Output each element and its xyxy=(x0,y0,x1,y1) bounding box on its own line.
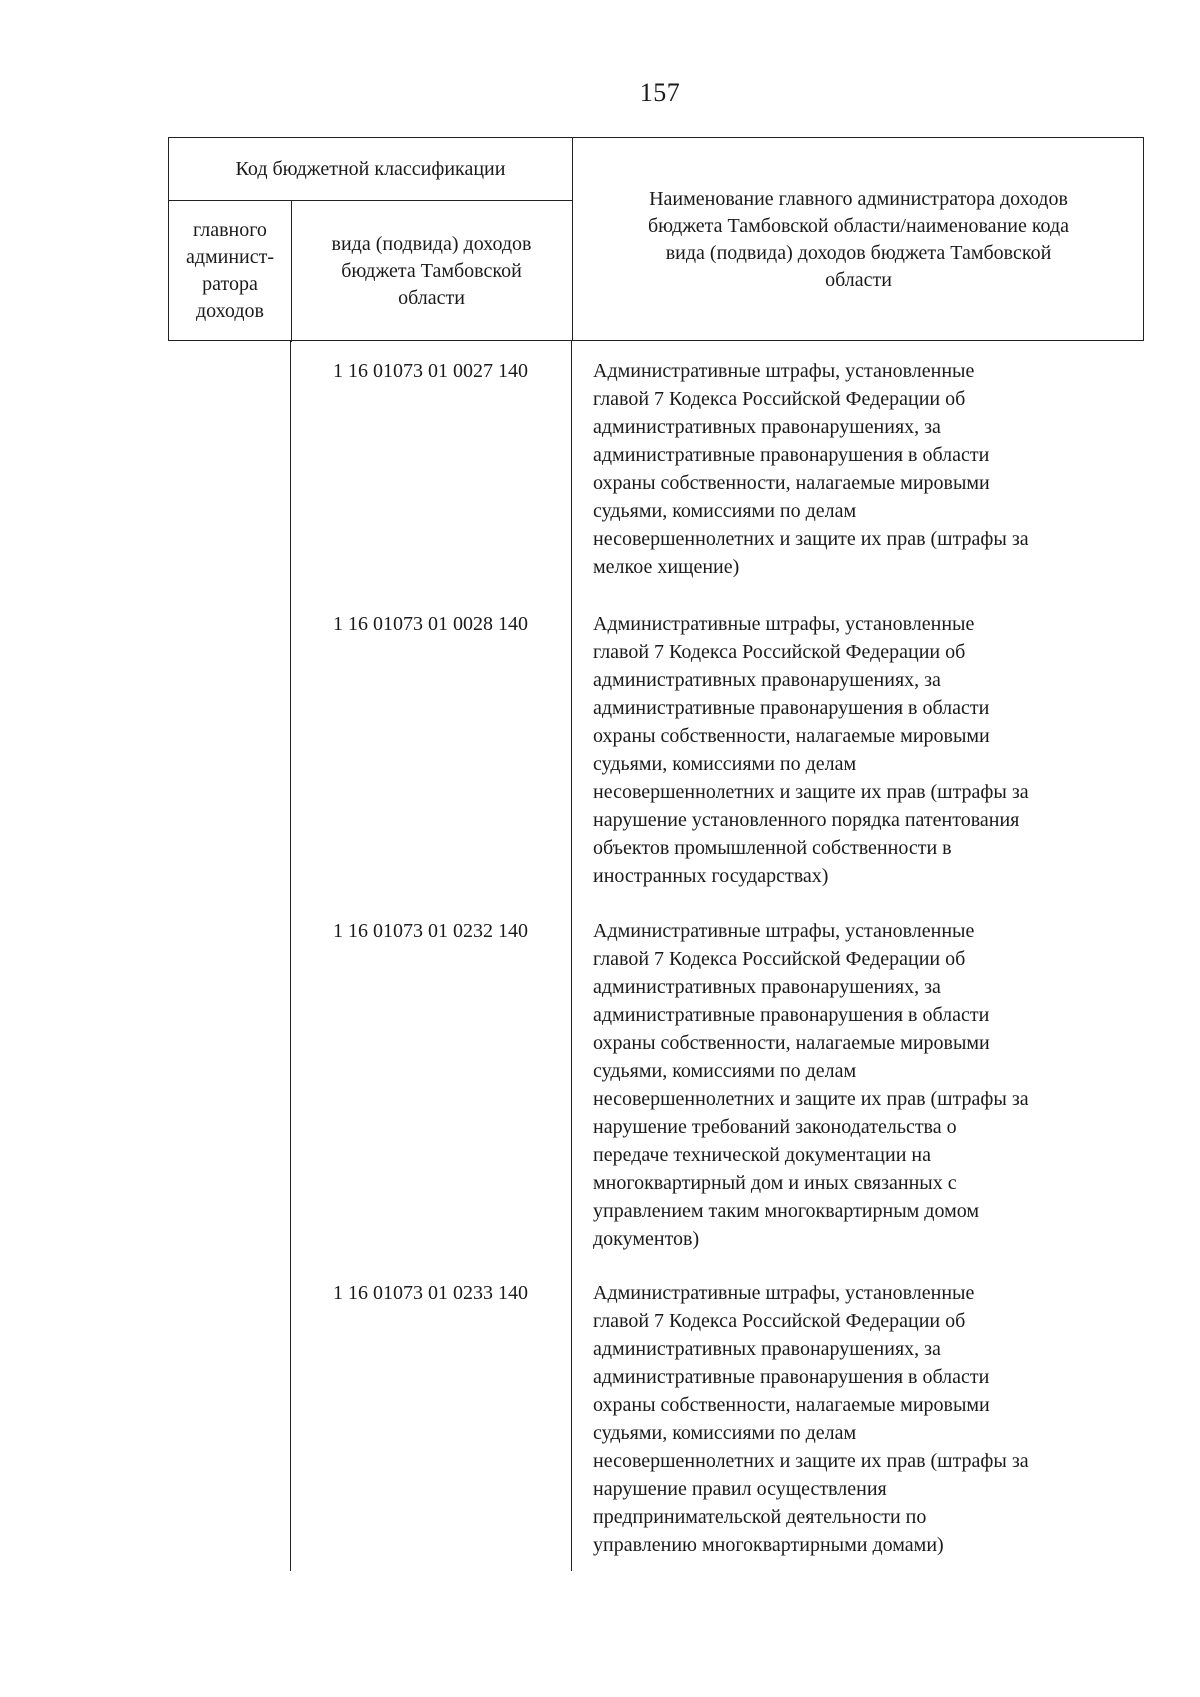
description-line: Административные штрафы, установленные xyxy=(593,360,975,382)
description-line: судьями, комиссиями по делам xyxy=(593,753,857,775)
row-code: 1 16 01073 01 0232 140 xyxy=(333,920,528,942)
header-type-column xyxy=(291,200,572,342)
description-line: объектов промышленной собственности в xyxy=(593,837,952,859)
header-admin-line: админист- xyxy=(185,246,275,268)
description-line: административные правонарушения в области xyxy=(593,444,990,466)
description-line: нарушение установленного порядка патентования xyxy=(593,809,1020,831)
header-name-line: вида (подвида) доходов бюджета Тамбовской xyxy=(665,242,1052,264)
row-description xyxy=(593,917,1133,1253)
description-line: охраны собственности, налагаемые мировыми xyxy=(593,1032,990,1054)
description-line: несовершеннолетних и защите их прав (штрафы за xyxy=(593,1450,1029,1472)
description-line: охраны собственности, налагаемые мировыми xyxy=(593,1394,990,1416)
header-type-line: области xyxy=(398,286,465,309)
description-line: несовершеннолетних и защите их прав (штрафы за xyxy=(593,781,1029,803)
header-admin-column xyxy=(169,200,291,342)
description-line: административные правонарушения в области xyxy=(593,1366,990,1388)
description-line: Административные штрафы, установленные xyxy=(593,920,975,942)
description-line: охраны собственности, налагаемые мировыми xyxy=(593,472,990,494)
description-line: мелкое хищение) xyxy=(593,556,740,578)
header-type-line: вида (подвида) доходов xyxy=(331,232,532,255)
description-line: охраны собственности, налагаемые мировыми xyxy=(593,725,990,747)
description-line: административных правонарушениях, за xyxy=(593,416,941,438)
header-name-line: области xyxy=(825,269,892,291)
row-code: 1 16 01073 01 0028 140 xyxy=(333,613,528,635)
description-line: административных правонарушениях, за xyxy=(593,669,941,691)
row-code: 1 16 01073 01 0027 140 xyxy=(333,360,528,382)
description-line: несовершеннолетних и защите их прав (штрафы за xyxy=(593,528,1029,550)
column-divider-right xyxy=(571,341,572,1571)
row-description xyxy=(593,1279,1133,1559)
description-line: административных правонарушениях, за xyxy=(593,976,941,998)
header-admin-label xyxy=(186,217,274,325)
description-line: предпринимательской деятельности по xyxy=(593,1506,927,1528)
description-line: документов) xyxy=(593,1228,700,1250)
row-description xyxy=(593,610,1133,890)
description-line: несовершеннолетних и защите их прав (штрафы за xyxy=(593,1088,1029,1110)
header-type-label xyxy=(332,231,532,312)
header-name-column xyxy=(572,138,1145,342)
description-line: передаче технической документации на xyxy=(593,1144,931,1166)
description-line: главой 7 Кодекса Российской Федерации об xyxy=(593,388,966,410)
description-line: многоквартирный дом и иных связанных с xyxy=(593,1172,957,1194)
description-line: административные правонарушения в области xyxy=(593,1004,990,1026)
description-line: главой 7 Кодекса Российской Федерации об xyxy=(593,1310,966,1332)
header-admin-line: доходов xyxy=(196,300,264,322)
description-line: иностранных государствах) xyxy=(593,865,829,887)
description-line: Административные штрафы, установленные xyxy=(593,613,975,635)
description-line: судьями, комиссиями по делам xyxy=(593,500,857,522)
header-name-label xyxy=(648,186,1069,294)
description-line: Административные штрафы, установленные xyxy=(593,1282,975,1304)
description-line: нарушение правил осуществления xyxy=(593,1478,887,1500)
header-type-line: бюджета Тамбовской xyxy=(341,259,522,282)
header-budget-code xyxy=(169,138,572,200)
header-budget-code-label: Код бюджетной классификации xyxy=(235,157,506,180)
page-number: 157 xyxy=(639,78,681,107)
description-line: главой 7 Кодекса Российской Федерации об xyxy=(593,948,966,970)
header-name-line: бюджета Тамбовской области/наименование кода xyxy=(647,215,1070,237)
header-admin-line: главного xyxy=(193,219,267,241)
row-code: 1 16 01073 01 0233 140 xyxy=(333,1282,528,1304)
description-line: судьями, комиссиями по делам xyxy=(593,1422,857,1444)
description-line: управлением таким многоквартирным домом xyxy=(593,1200,980,1222)
header-name-line: Наименование главного администратора доходов xyxy=(649,188,1068,210)
description-line: административных правонарушениях, за xyxy=(593,1338,941,1360)
row-description xyxy=(593,357,1133,581)
description-line: главой 7 Кодекса Российской Федерации об xyxy=(593,641,966,663)
description-line: судьями, комиссиями по делам xyxy=(593,1060,857,1082)
description-line: управлению многоквартирными домами) xyxy=(593,1534,944,1556)
column-divider-left xyxy=(290,341,291,1571)
description-line: нарушение требований законодательства о xyxy=(593,1116,957,1138)
header-admin-line: ратора xyxy=(202,273,258,295)
description-line: административные правонарушения в области xyxy=(593,697,990,719)
table-header xyxy=(168,137,1144,341)
